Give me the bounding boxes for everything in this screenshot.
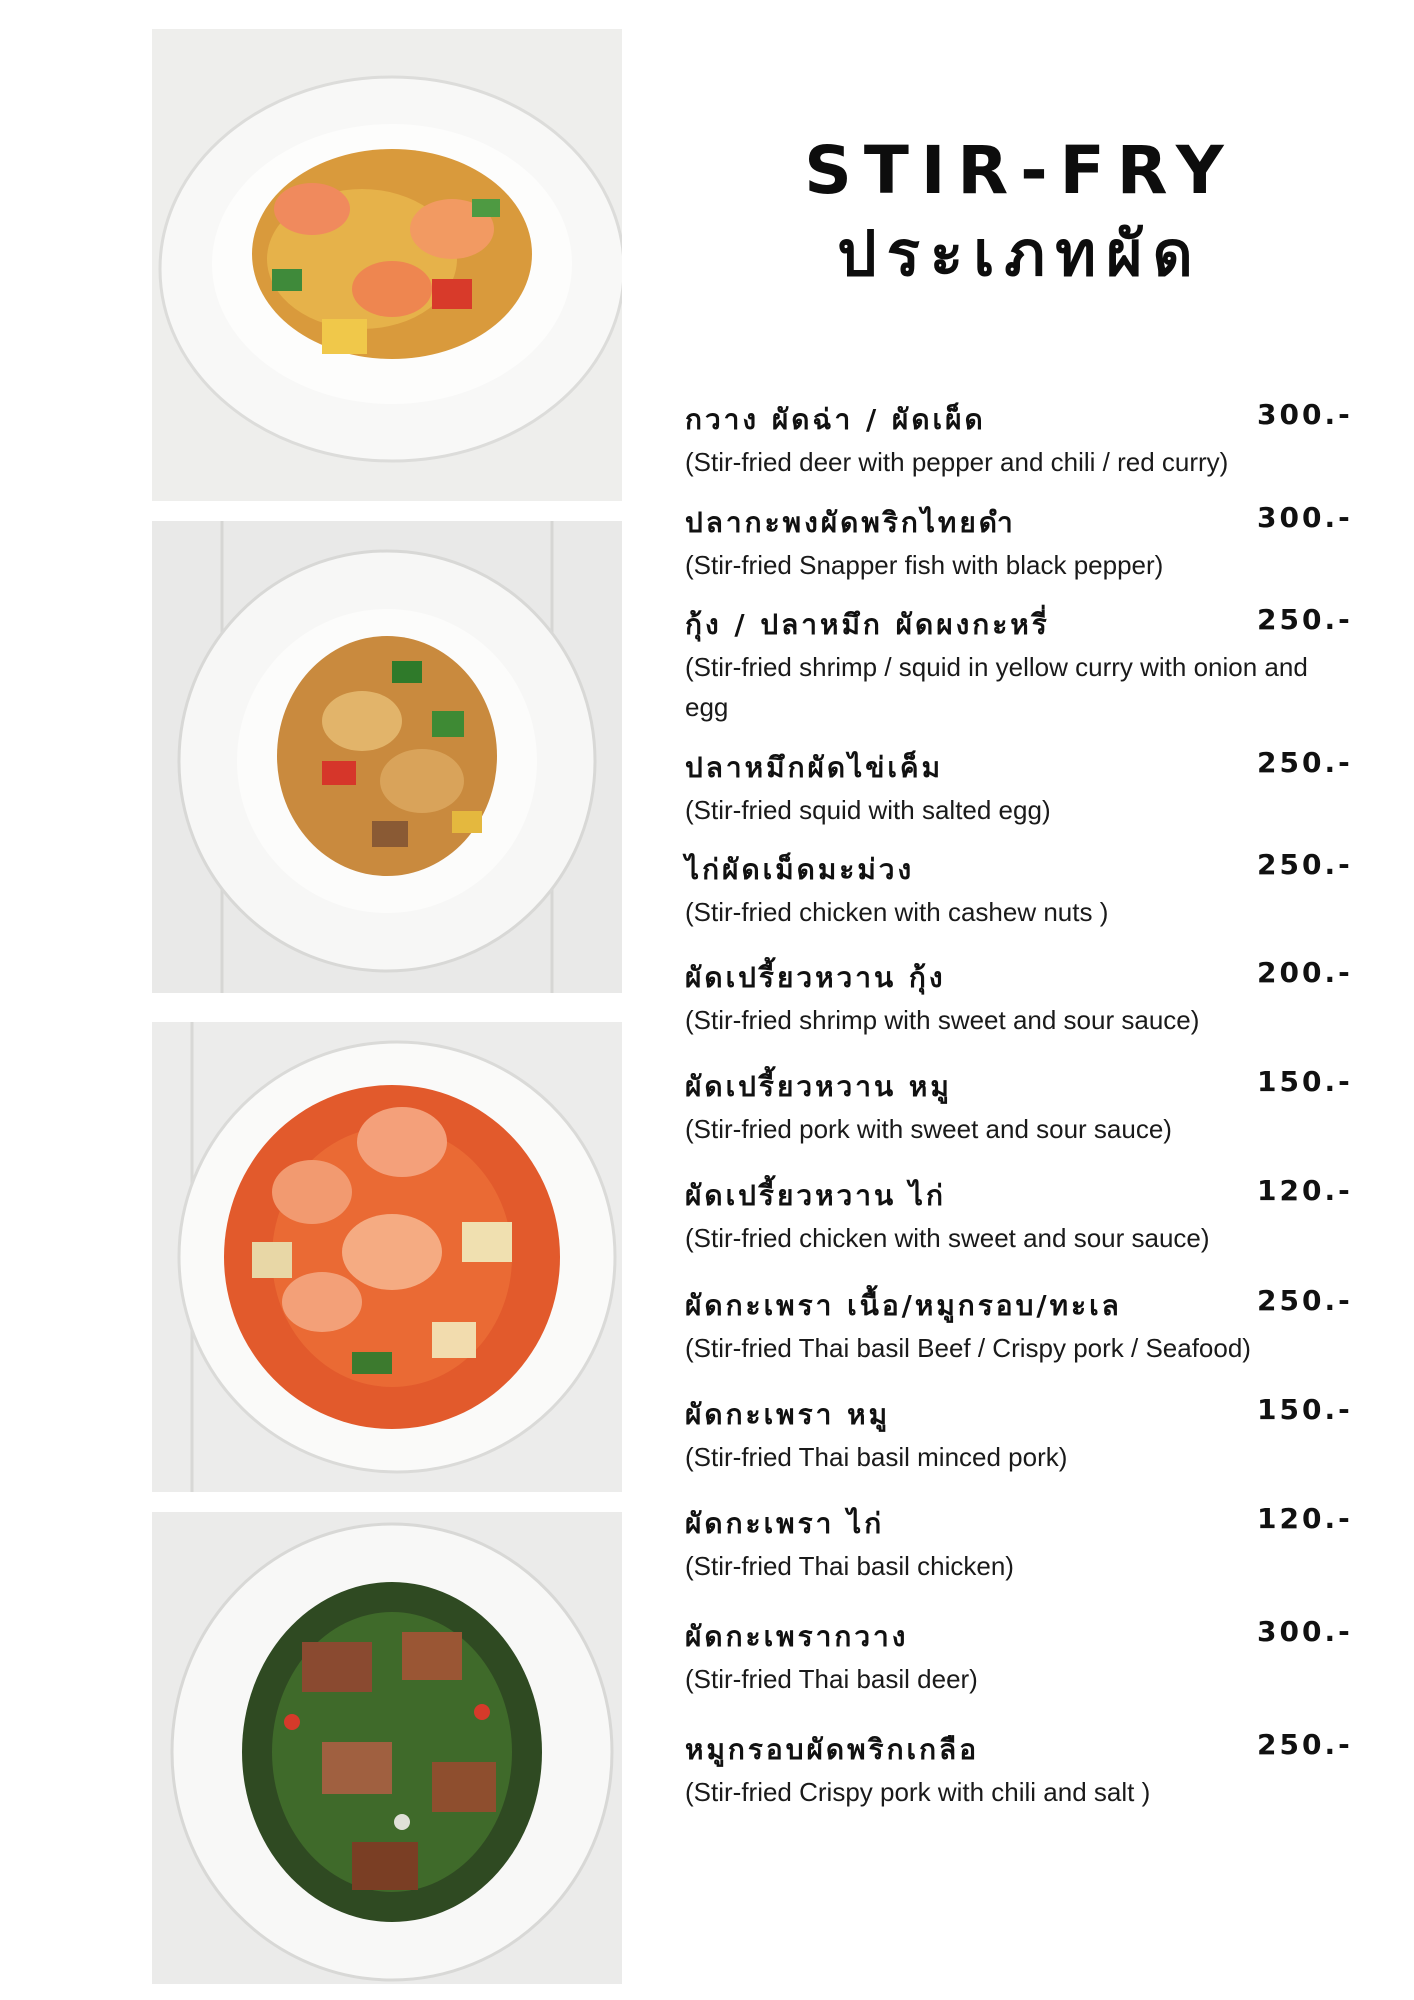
menu-item xyxy=(685,1393,1353,1477)
photo-sweet-sour-shrimp xyxy=(152,1022,622,1492)
item-thai-name: ปลาหมึกผัดไข่เค็ม xyxy=(685,751,944,784)
menu-item xyxy=(685,501,1353,585)
menu-item xyxy=(685,1065,1353,1149)
item-thai-name: ผัดกะเพรา ไก่ xyxy=(685,1507,885,1540)
heading-english: STIR-FRY xyxy=(804,132,1236,209)
item-price: 250.- xyxy=(1257,848,1353,881)
item-description: (Stir-fried Crispy pork with chili and salt ) xyxy=(685,1777,1151,1807)
item-price: 250.- xyxy=(1257,603,1353,636)
item-description: (Stir-fried shrimp with sweet and sour sauce) xyxy=(685,1005,1200,1035)
item-thai-name: ผัดกะเพรากวาง xyxy=(685,1620,909,1653)
item-price: 150.- xyxy=(1257,1065,1353,1098)
item-description: (Stir-fried deer with pepper and chili / red curry) xyxy=(685,447,1229,477)
item-thai-name: กวาง ผัดฉ่า / ผัดเผ็ด xyxy=(685,403,986,436)
item-price: 200.- xyxy=(1257,956,1353,989)
photo-stir-fried-shrimp-curry xyxy=(152,29,622,501)
item-thai-name: ผัดเปรี้ยวหวาน ไก่ xyxy=(685,1179,946,1212)
item-description: (Stir-fried chicken with cashew nuts ) xyxy=(685,897,1109,927)
item-price: 300.- xyxy=(1257,501,1353,534)
item-price: 300.- xyxy=(1257,1615,1353,1648)
menu-item xyxy=(685,1615,1353,1699)
menu-item xyxy=(685,1174,1353,1258)
item-thai-name: ผัดเปรี้ยวหวาน กุ้ง xyxy=(685,961,946,994)
item-price: 300.- xyxy=(1257,398,1353,431)
menu-item xyxy=(685,603,1353,727)
menu-item xyxy=(685,1502,1353,1586)
photo-crispy-pork-chili-salt xyxy=(152,1512,622,1984)
item-description: (Stir-fried Thai basil chicken) xyxy=(685,1551,1014,1581)
item-description: (Stir-fried pork with sweet and sour sauce) xyxy=(685,1114,1172,1144)
menu-item xyxy=(685,1284,1353,1368)
item-price: 250.- xyxy=(1257,1284,1353,1317)
menu-item xyxy=(685,398,1353,482)
item-description: (Stir-fried Snapper fish with black pepper) xyxy=(685,550,1164,580)
menu-item xyxy=(685,746,1353,830)
heading-thai: ประเภทผัด xyxy=(837,217,1203,290)
menu-item xyxy=(685,1728,1353,1812)
menu-heading xyxy=(720,130,1320,296)
item-thai-name: หมูกรอบผัดพริกเกลือ xyxy=(685,1733,980,1766)
photo-chicken-cashew xyxy=(152,521,622,993)
menu-item xyxy=(685,848,1353,932)
item-description: (Stir-fried chicken with sweet and sour sauce) xyxy=(685,1223,1210,1253)
item-price: 120.- xyxy=(1257,1174,1353,1207)
item-price: 250.- xyxy=(1257,1728,1353,1761)
item-price: 150.- xyxy=(1257,1393,1353,1426)
item-description: (Stir-fried squid with salted egg) xyxy=(685,795,1051,825)
item-description: (Stir-fried Thai basil minced pork) xyxy=(685,1442,1068,1472)
item-thai-name: ปลากะพงผัดพริกไทยดำ xyxy=(685,506,1016,539)
item-price: 120.- xyxy=(1257,1502,1353,1535)
item-thai-name: ผัดกะเพรา หมู xyxy=(685,1398,891,1431)
item-thai-name: ผัดกะเพรา เนื้อ/หมูกรอบ/ทะเล xyxy=(685,1289,1122,1322)
menu-item xyxy=(685,956,1353,1040)
item-description: (Stir-fried shrimp / squid in yellow curry with onion and egg xyxy=(685,652,1308,722)
item-thai-name: กุ้ง / ปลาหมึก ผัดผงกะหรี่ xyxy=(685,608,1050,641)
item-description: (Stir-fried Thai basil deer) xyxy=(685,1664,978,1694)
item-price: 250.- xyxy=(1257,746,1353,779)
item-description: (Stir-fried Thai basil Beef / Crispy pork / Seafood) xyxy=(685,1333,1251,1363)
item-thai-name: ผัดเปรี้ยวหวาน หมู xyxy=(685,1070,952,1103)
item-thai-name: ไก่ผัดเม็ดมะม่วง xyxy=(685,853,915,886)
